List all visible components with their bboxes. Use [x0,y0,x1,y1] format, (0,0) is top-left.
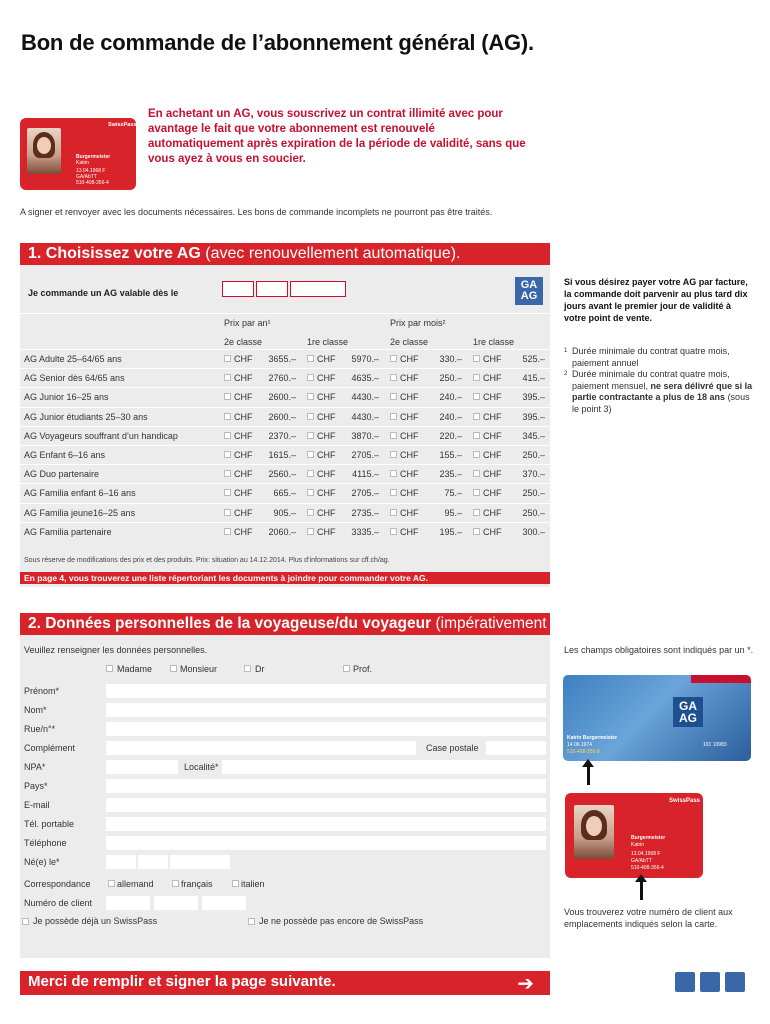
dr-label: Dr [255,664,265,674]
currency-label: CHF [483,469,502,480]
price-option-checkbox[interactable] [473,374,480,381]
field-label: Correspondance [24,879,91,889]
intro-text: En achetant un AG, vous souscrivez un contrat illimité avec pour avantage le fait que votre abonnement est renouvelé automatiquement après expiration de la période de validité, sans que vous ayez à vous en soucier. [148,108,526,165]
price-value: 75.– [444,488,462,499]
currency-label: CHF [400,411,419,422]
arrow-up-icon-2 [640,880,643,900]
price-value: 2370.– [268,430,296,441]
price-value: 525.– [522,354,545,364]
currency-label: CHF [400,430,419,441]
monsieur-checkbox[interactable] [170,665,177,672]
ag-row-label: AG Enfant 6–16 ans [24,450,106,460]
class2-year-header: 2e classe [224,337,263,347]
field-label: Nom* [24,705,47,715]
currency-label: CHF [234,411,253,422]
price-option-checkbox[interactable] [473,451,480,458]
localite-field[interactable] [222,760,546,774]
sbb-shop-icon [675,972,695,992]
madame-checkbox[interactable] [106,665,113,672]
price-option-checkbox[interactable] [390,355,397,362]
price-option-checkbox[interactable] [307,432,314,439]
currency-label: CHF [317,354,336,364]
card2-name: Burgermeister [631,835,666,841]
price-option-checkbox[interactable] [390,528,397,535]
currency-label: CHF [483,450,502,460]
price-month-header: Prix par mois² [390,318,446,328]
text-field[interactable] [106,779,546,793]
client-number-note: Vous trouverez votre numéro de client aux emplacements indiqués selon la carte. [564,907,733,929]
sbb-ticket-icon [725,972,745,992]
currency-label: CHF [400,469,419,480]
start-date-year[interactable] [290,281,346,297]
client-number-part-1[interactable] [106,896,150,910]
currency-label: CHF [234,430,253,441]
price-option-checkbox[interactable] [390,393,397,400]
price-value: 220.– [439,430,462,441]
ga-card-num: 510-408-356-8 [567,749,600,755]
card-first: Katrin [76,160,90,166]
documents-strip: En page 4, vous trouverez une liste répertoriant les documents à joindre pour commander votre AG. [20,572,550,584]
swisspass-card-image [20,118,136,190]
currency-label: CHF [234,526,253,537]
birth-month-field[interactable] [138,855,168,869]
price-value: 250.– [522,507,545,518]
price-value: 2705.– [351,450,379,460]
swisspass-brand: SwissPass [108,122,136,128]
price-value: 2060.– [268,526,296,537]
currency-label: CHF [317,373,336,384]
text-field[interactable] [106,798,546,812]
currency-label: CHF [483,488,502,499]
price-value: 905.– [273,507,296,518]
currency-label: CHF [483,507,502,518]
price-option-checkbox[interactable] [224,489,231,496]
language-checkbox[interactable] [108,880,115,887]
currency-label: CHF [317,430,336,441]
localite-label: Localité* [184,762,219,772]
class1-month-header: 1re classe [473,337,515,347]
ag-row-label: AG Adulte 25–64/65 ans [24,354,122,364]
client-number-part-3[interactable] [202,896,246,910]
price-option-checkbox[interactable] [473,393,480,400]
ga-card-name: Katrin Burgermeister [567,735,618,741]
price-option-checkbox[interactable] [307,355,314,362]
price-option-checkbox[interactable] [473,470,480,477]
start-date-month[interactable] [256,281,288,297]
ga-card-date: 14.06.1974 [567,742,593,748]
price-value: 3335.– [351,526,379,537]
currency-label: CHF [317,507,336,518]
price-value: 195.– [439,526,462,537]
field-label: Numéro de client [24,898,93,908]
field-label: Tél. portable [24,819,75,829]
sbb-train-icon [700,972,720,992]
price-option-checkbox[interactable] [473,355,480,362]
price-value: 2560.– [268,469,296,480]
price-value: 4635.– [351,373,379,384]
currency-label: CHF [483,430,502,441]
price-option-checkbox[interactable] [307,393,314,400]
price-value: 250.– [522,488,545,499]
field-label: E-mail [24,800,50,810]
price-value: 395.– [522,392,545,403]
price-option-checkbox[interactable] [224,432,231,439]
price-option-checkbox[interactable] [224,451,231,458]
price-option-checkbox[interactable] [224,393,231,400]
price-value: 2600.– [268,411,296,422]
swisspass-no-checkbox[interactable] [248,918,255,925]
card2-first: Katrin [631,842,645,848]
monsieur-label: Monsieur [180,664,218,674]
personal-instr: Veuillez renseigner les données personnelles. [24,645,208,655]
footer-cta-text: Merci de remplir et signer la page suivante. [28,973,336,990]
swisspass-brand-2: SwissPass [669,798,701,804]
class2-month-header: 2e classe [390,337,429,347]
card2-line1: 13.04.1968 F [631,851,661,857]
price-value: 5970.– [351,354,379,364]
price-option-checkbox[interactable] [473,509,480,516]
currency-label: CHF [400,373,419,384]
currency-label: CHF [400,392,419,403]
sign-note: A signer et renvoyer avec les documents nécessaires. Les bons de commande incomplets ne pourront pas être traités. [20,207,493,217]
price-option-checkbox[interactable] [224,355,231,362]
card2-line2: GA/AbTT [631,858,652,864]
currency-label: CHF [317,450,336,460]
price-reserve: Sous réserve de modifications des prix et des produits. Prix: situation au 14.12.2014. Plus d’informations sur cff.ch/ag. [24,557,390,564]
currency-label: CHF [317,411,336,422]
field-label: Complément [24,743,76,753]
price-value: 665.– [273,488,296,499]
currency-label: CHF [234,469,253,480]
currency-label: CHF [317,392,336,403]
birth-day-field[interactable] [106,855,136,869]
ag-row-label: AG Duo partenaire [24,469,100,480]
start-date-label: Je commande un AG valable dès le [28,288,179,298]
price-option-checkbox[interactable] [224,528,231,535]
price-option-checkbox[interactable] [390,451,397,458]
currency-label: CHF [483,373,502,384]
currency-label: CHF [234,373,253,384]
price-value: 4115.– [352,469,379,480]
price-value: 1615.– [268,450,296,460]
page-title: Bon de commande de l’abonnement général (AG). [21,30,534,55]
currency-label: CHF [234,488,253,499]
ga-card-image [563,675,751,761]
currency-label: CHF [234,450,253,460]
price-option-checkbox[interactable] [307,489,314,496]
currency-label: CHF [400,507,419,518]
price-value: 370.– [522,469,545,480]
ga-card-logo-icon: GA AG [673,697,703,727]
card-line1: 13.04.1968 F [76,168,106,174]
price-option-checkbox[interactable] [307,528,314,535]
ag-row-label: AG Voyageurs souffrant d’un handicap [24,430,178,441]
price-value: 4430.– [351,392,379,403]
field-label: Prénom* [24,686,60,696]
field-label: Téléphone [24,838,67,848]
ag-row-label: AG Familia partenaire [24,526,112,537]
ag-row-label: AG Junior 16–25 ans [24,392,109,403]
card-line3: 510-408-356-4 [76,180,109,186]
price-option-checkbox[interactable] [390,509,397,516]
ga-card-ref: 101 10983 [703,742,727,748]
card-name: Burgermeister [76,154,111,160]
price-option-checkbox[interactable] [473,413,480,420]
price-option-checkbox[interactable] [224,509,231,516]
text-field[interactable] [106,817,546,831]
field-label: Né(e) le* [24,857,60,867]
price-value: 345.– [522,430,545,441]
language-checkbox[interactable] [232,880,239,887]
class1-year-header: 1re classe [307,337,349,347]
price-value: 300.– [522,526,545,537]
price-value: 240.– [439,411,462,422]
price-value: 395.– [522,411,545,422]
price-option-checkbox[interactable] [390,470,397,477]
arrow-right-icon: ➔ [517,973,534,995]
mandatory-note: Les champs obligatoires sont indiqués par un *. [564,645,754,655]
currency-label: CHF [234,354,253,364]
prof-label: Prof. [353,664,373,674]
price-option-checkbox[interactable] [307,509,314,516]
arrow-up-icon [587,765,590,785]
price-option-checkbox[interactable] [390,374,397,381]
price-option-checkbox[interactable] [307,374,314,381]
footer-cta [20,971,550,995]
price-option-checkbox[interactable] [307,451,314,458]
language-label: allemand [117,879,154,889]
card2-line3: 510-408-356-4 [631,865,664,871]
currency-label: CHF [400,450,419,460]
footnote-1: 1 Durée minimale du contrat quatre mois, paiement annuel [564,346,730,368]
client-number-part-2[interactable] [154,896,198,910]
price-option-checkbox[interactable] [390,432,397,439]
currency-label: CHF [483,354,502,364]
ag-row-label: AG Familia jeune16–25 ans [24,507,136,518]
madame-label: Madame [117,664,153,674]
start-date-day[interactable] [222,281,254,297]
ag-row-label: AG Familia enfant 6–16 ans [24,488,136,499]
field-label: Rue/n°* [24,724,56,734]
ag-row-label: AG Junior étudiants 25–30 ans [24,411,148,422]
price-option-checkbox[interactable] [224,470,231,477]
currency-label: CHF [483,411,502,422]
price-value: 95.– [444,507,462,518]
currency-label: CHF [400,526,419,537]
card-line2: GA/AbTT [76,174,97,180]
language-label: italien [241,879,265,889]
currency-label: CHF [400,488,419,499]
price-option-checkbox[interactable] [224,374,231,381]
currency-label: CHF [483,392,502,403]
text-field[interactable] [106,703,546,717]
price-value: 2735.– [351,507,379,518]
complement-field[interactable] [106,741,416,755]
text-field[interactable] [106,836,546,850]
case-postale-field[interactable] [486,741,546,755]
currency-label: CHF [234,507,253,518]
price-year-header: Prix par an¹ [224,318,271,328]
field-label: NPA* [24,762,46,772]
price-option-checkbox[interactable] [390,413,397,420]
price-value: 2760.– [268,373,296,384]
dr-checkbox[interactable] [244,665,251,672]
text-field[interactable] [106,722,546,736]
prof-checkbox[interactable] [343,665,350,672]
price-value: 3655.– [268,354,296,364]
price-value: 4430.– [351,411,379,422]
currency-label: CHF [317,488,336,499]
swisspass-yes-checkbox[interactable] [22,918,29,925]
price-option-checkbox[interactable] [473,528,480,535]
price-option-checkbox[interactable] [473,489,480,496]
price-value: 2705.– [351,488,379,499]
swisspass-card-image-2 [565,793,703,878]
price-value: 155.– [439,450,462,460]
currency-label: CHF [317,526,336,537]
price-option-checkbox[interactable] [307,413,314,420]
price-value: 330.– [439,354,462,364]
swisspass-no-label: Je ne possède pas encore de SwissPass [259,916,424,926]
currency-label: CHF [483,526,502,537]
price-option-checkbox[interactable] [224,413,231,420]
currency-label: CHF [317,469,336,480]
language-checkbox[interactable] [172,880,179,887]
currency-label: CHF [400,354,419,364]
price-value: 235.– [439,469,462,480]
price-value: 250.– [439,373,462,384]
birth-year-field[interactable] [170,855,230,869]
price-value: 2600.– [268,392,296,403]
ag-row-label: AG Senior dès 64/65 ans [24,373,125,384]
price-option-checkbox[interactable] [473,432,480,439]
price-option-checkbox[interactable] [390,489,397,496]
field-label: Pays* [24,781,48,791]
price-value: 415.– [522,373,545,384]
price-value: 3870.– [351,430,379,441]
language-label: français [181,879,213,889]
ag-logo-icon: GA AG [515,277,543,305]
case-postale-label: Case postale [426,743,479,753]
price-option-checkbox[interactable] [307,470,314,477]
text-field[interactable] [106,684,546,698]
footnote-2: 2 Durée minimale du contrat quatre mois, paiement mensuel, ne sera délivré que si la partie contractante a plus de 18 ans (sous le point 3) [564,369,753,414]
card-photo-2 [574,805,614,859]
price-value: 250.– [522,450,545,460]
section2-header: 2. Données personnelles de la voyageuse/du voyageur (impérativement nécessaires). [20,613,550,635]
price-value: 240.– [439,392,462,403]
npa-field[interactable] [106,760,178,774]
invoice-note: Si vous désirez payer votre AG par facture, la commande doit parvenir au plus tard dix jours avant le premier jour de validité à votre point de vente. [564,277,748,323]
card-photo [27,128,61,174]
currency-label: CHF [234,392,253,403]
section1-header: 1. Choisissez votre AG (avec renouvellement automatique). [20,243,550,265]
swisspass-yes-label: Je possède déjà un SwissPass [33,916,158,926]
